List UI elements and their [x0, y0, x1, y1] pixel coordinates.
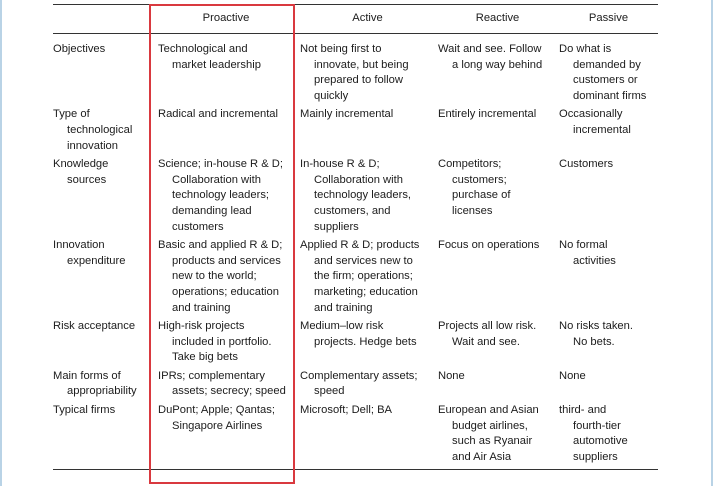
- cell-line: incremental: [573, 123, 631, 136]
- cell-line: and Air Asia: [452, 450, 512, 463]
- cell-line: Occasionally: [559, 108, 623, 121]
- cell-passive: [557, 403, 658, 470]
- cell-line: Projects all low risk.: [438, 320, 537, 333]
- cell-reactive: [435, 34, 557, 108]
- cell-line: new to the world;: [172, 270, 257, 283]
- row-label-line: Objectives: [53, 43, 106, 55]
- row-label-cell: [53, 157, 153, 238]
- cell-line: third- and: [559, 404, 607, 417]
- cell-proactive: [153, 369, 294, 403]
- row-label-line: Innovation: [53, 239, 105, 252]
- cell-line: No risks taken.: [559, 320, 633, 333]
- cell-line: dominant firms: [573, 89, 647, 102]
- cell-line: assets; secrecy; speed: [172, 385, 286, 398]
- cell-line: market leadership: [172, 58, 261, 71]
- cell-line: such as Ryanair: [452, 435, 533, 448]
- cell-proactive: [153, 319, 294, 369]
- cell-passive: [557, 34, 658, 108]
- table-body: [53, 34, 658, 470]
- row-label-line: Main forms of: [53, 369, 121, 382]
- cell-active: [294, 369, 435, 403]
- cell-line: Singapore Airlines: [172, 419, 263, 432]
- cell-proactive: [153, 157, 294, 238]
- cell-line: Science; in-house R & D;: [158, 158, 283, 171]
- row-label-cell: [53, 107, 153, 157]
- strategy-table: [53, 4, 658, 470]
- cell-passive: [557, 369, 658, 403]
- cell-line: operations; education: [172, 285, 279, 298]
- cell-line: Focus on operations: [438, 239, 540, 252]
- cell-line: Mainly incremental: [300, 108, 394, 121]
- row-label-line: sources: [67, 173, 107, 186]
- row-label-line: technological: [67, 123, 133, 136]
- cell-line: fourth-tier: [573, 419, 621, 432]
- cell-line: innovate, but being: [314, 58, 409, 71]
- cell-line: Competitors;: [438, 158, 502, 171]
- cell-line: included in portfolio.: [172, 335, 272, 348]
- cell-line: None: [559, 369, 586, 382]
- cell-reactive: [435, 369, 557, 403]
- header-cell-active: Active: [294, 5, 435, 34]
- header-cell-passive: Passive: [557, 5, 658, 34]
- cell-line: suppliers: [314, 220, 359, 233]
- cell-line: Customers: [559, 158, 614, 171]
- cell-line: purchase of: [452, 189, 511, 202]
- row-label-line: expenditure: [67, 254, 126, 267]
- row-label-cell: [53, 369, 153, 403]
- cell-line: customers, and: [314, 204, 391, 217]
- table-row: [53, 34, 658, 108]
- cell-line: Wait and see. Follow: [438, 43, 542, 55]
- cell-passive: [557, 107, 658, 157]
- row-label-line: Risk acceptance: [53, 320, 136, 333]
- cell-line: Microsoft; Dell; BA: [300, 404, 393, 417]
- cell-line: No bets.: [573, 335, 615, 348]
- cell-line: speed: [314, 385, 345, 398]
- cell-line: Radical and incremental: [158, 108, 279, 121]
- table-row: [53, 403, 658, 470]
- cell-line: and training: [314, 301, 373, 314]
- cell-line: demanded by: [573, 58, 641, 71]
- cell-active: [294, 34, 435, 108]
- cell-line: No formal: [559, 239, 608, 252]
- cell-line: suppliers: [573, 450, 618, 463]
- cell-line: licenses: [452, 204, 493, 217]
- cell-line: Collaboration with: [314, 173, 403, 186]
- cell-line: High-risk projects: [158, 320, 245, 333]
- cell-proactive: [153, 107, 294, 157]
- cell-line: a long way behind: [452, 58, 543, 71]
- cell-line: European and Asian: [438, 404, 539, 417]
- cell-active: [294, 238, 435, 319]
- cell-line: Collaboration with: [172, 173, 261, 186]
- cell-line: technology leaders;: [172, 189, 270, 202]
- row-label-line: Typical firms: [53, 404, 116, 417]
- cell-line: and services new to: [314, 254, 413, 267]
- cell-active: [294, 157, 435, 238]
- row-label-cell: [53, 403, 153, 470]
- cell-passive: [557, 238, 658, 319]
- header-cell-reactive: Reactive: [435, 5, 557, 34]
- cell-line: Basic and applied R & D;: [158, 239, 283, 252]
- cell-line: budget airlines,: [452, 419, 528, 432]
- cell-line: customers: [172, 220, 224, 233]
- cell-active: [294, 319, 435, 369]
- cell-line: activities: [573, 254, 616, 267]
- cell-line: None: [438, 369, 465, 382]
- cell-line: Complementary assets;: [300, 369, 418, 382]
- table-row: [53, 319, 658, 369]
- cell-line: Wait and see.: [452, 335, 520, 348]
- cell-reactive: [435, 238, 557, 319]
- cell-active: [294, 403, 435, 470]
- header-row: [53, 5, 658, 34]
- cell-line: Applied R & D; products: [300, 239, 420, 252]
- cell-line: Do what is: [559, 43, 612, 55]
- cell-reactive: [435, 157, 557, 238]
- cell-line: Medium–low risk: [300, 320, 384, 333]
- cell-line: prepared to follow: [314, 74, 403, 87]
- cell-line: Take big bets: [172, 351, 238, 364]
- cell-proactive: [153, 238, 294, 319]
- cell-line: projects. Hedge bets: [314, 335, 417, 348]
- row-label-cell: [53, 238, 153, 319]
- cell-reactive: [435, 107, 557, 157]
- table-row: [53, 157, 658, 238]
- cell-proactive: [153, 403, 294, 470]
- header-cell-label: [53, 5, 153, 34]
- cell-active: [294, 107, 435, 157]
- cell-line: automotive: [573, 435, 628, 448]
- cell-line: quickly: [314, 89, 349, 102]
- row-label-cell: [53, 319, 153, 369]
- cell-line: the firm; operations;: [314, 270, 413, 283]
- header-cell-proactive: Proactive: [153, 5, 294, 34]
- row-label-cell: [53, 34, 153, 108]
- cell-line: DuPont; Apple; Qantas;: [158, 404, 275, 417]
- table-row: [53, 369, 658, 403]
- row-label-line: Type of: [53, 108, 90, 121]
- cell-passive: [557, 157, 658, 238]
- row-label-line: Knowledge: [53, 158, 109, 171]
- cell-line: products and services: [172, 254, 281, 267]
- cell-line: technology leaders,: [314, 189, 412, 202]
- cell-line: demanding lead: [172, 204, 252, 217]
- cell-line: Not being first to: [300, 43, 382, 55]
- cell-proactive: [153, 34, 294, 108]
- cell-line: Entirely incremental: [438, 108, 537, 121]
- cell-passive: [557, 319, 658, 369]
- row-label-line: innovation: [67, 139, 119, 152]
- cell-reactive: [435, 403, 557, 470]
- cell-line: In-house R & D;: [300, 158, 380, 171]
- cell-line: customers;: [452, 173, 507, 186]
- cell-reactive: [435, 319, 557, 369]
- cell-line: customers or: [573, 74, 638, 87]
- cell-line: Technological and: [158, 43, 248, 55]
- row-label-line: appropriability: [67, 385, 137, 398]
- table-row: [53, 238, 658, 319]
- cell-line: IPRs; complementary: [158, 369, 265, 382]
- cell-line: and training: [172, 301, 231, 314]
- table-row: [53, 107, 658, 157]
- cell-line: marketing; education: [314, 285, 418, 298]
